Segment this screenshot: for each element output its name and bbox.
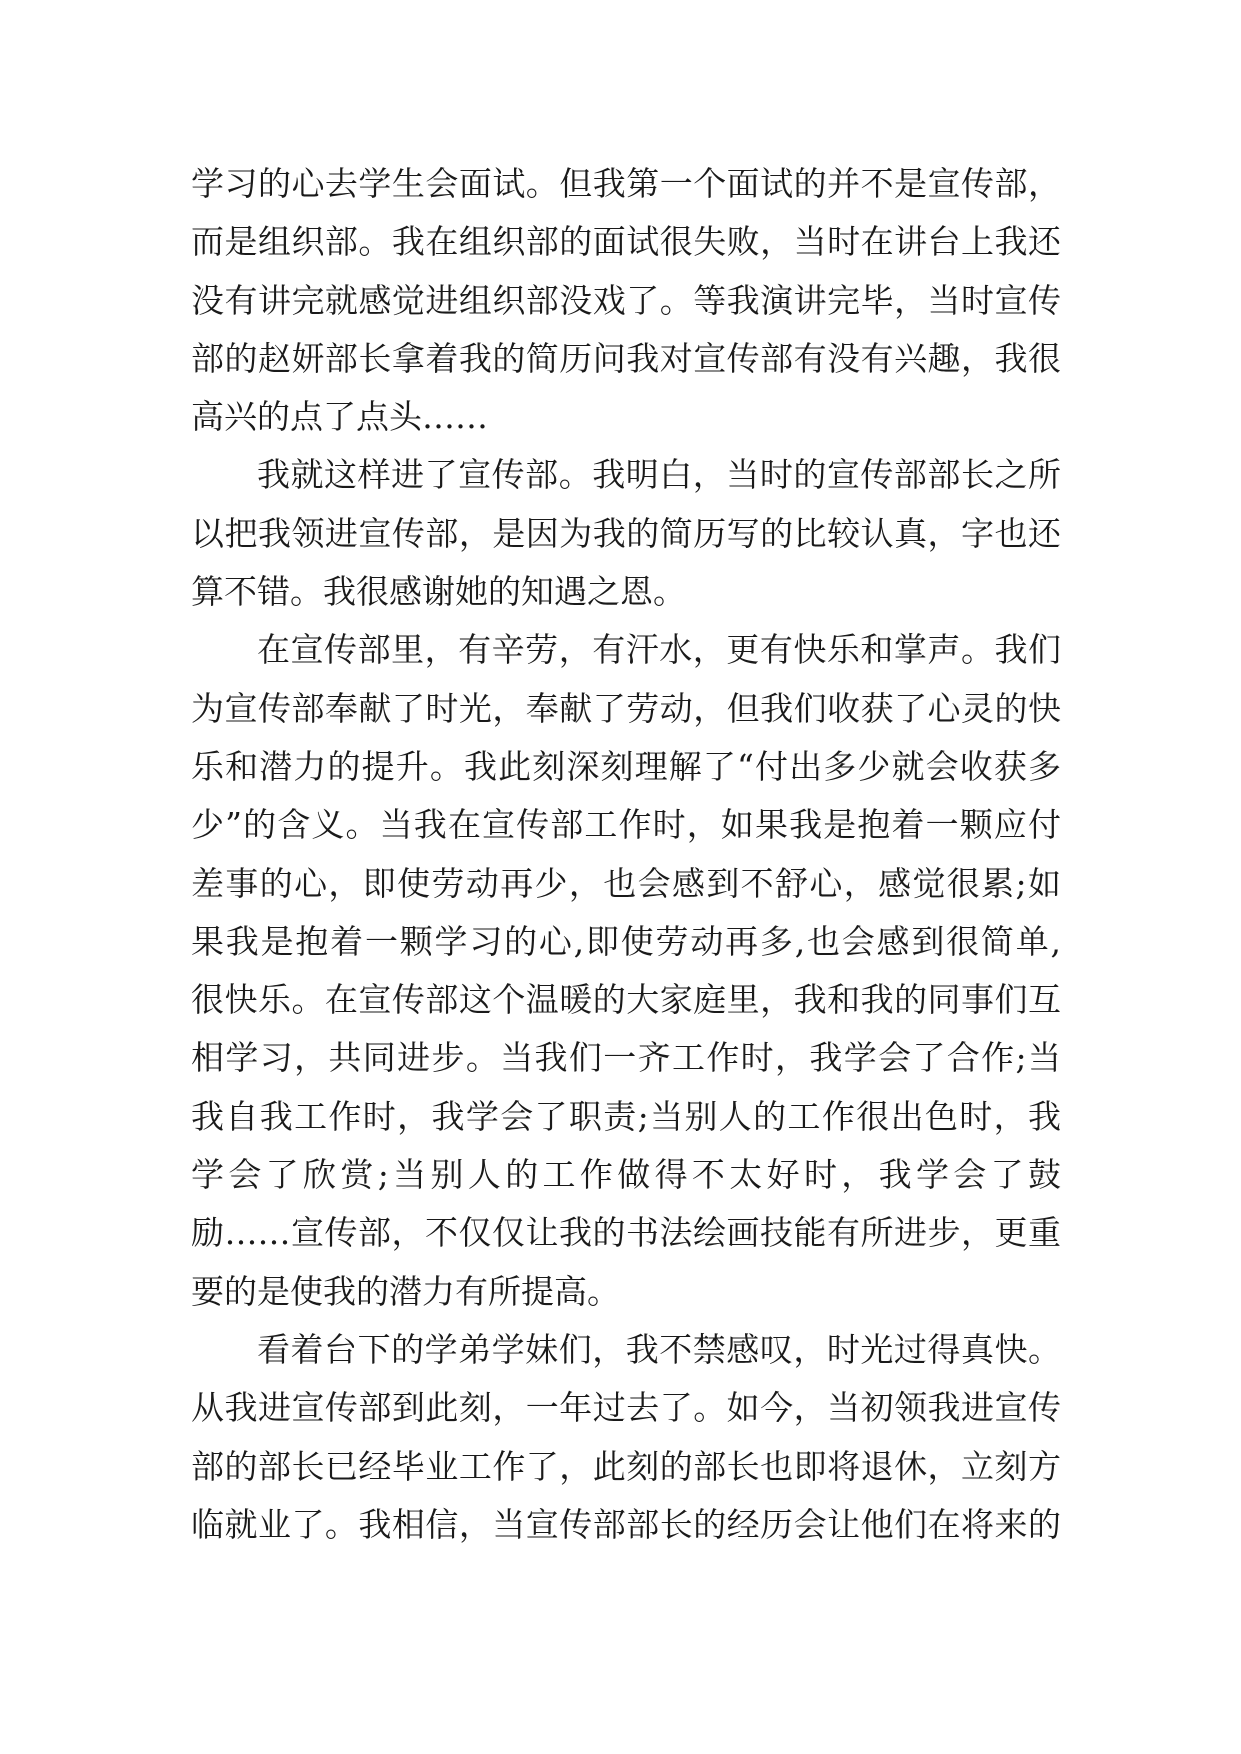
text-line: 而是组织部。我在组织部的面试很失败，当时在讲台上我还 [191, 222, 1061, 262]
text-line: 很快乐。在宣传部这个温暖的大家庭里，我和我的同事们互 [191, 980, 1061, 1020]
paragraph-first-line: 在宣传部里，有辛劳，有汗水，更有快乐和掌声。我们 [257, 630, 1061, 670]
text-line: 乐和潜力的提升。我此刻深刻理解了“付出多少就会收获多 [191, 746, 1061, 786]
paragraph-first-line: 我就这样进了宣传部。我明白，当时的宣传部部长之所 [257, 455, 1061, 495]
body-text [191, 155, 1061, 1554]
text-line: 部的部长已经毕业工作了，此刻的部长也即将退休，立刻方 [191, 1446, 1061, 1486]
text-line: 相学习，共同进步。当我们一齐工作时，我学会了合作;当 [191, 1038, 1061, 1078]
text-line: 果我是抱着一颗学习的心,即使劳动再多,也会感到很简单, [191, 921, 1061, 961]
text-line: 学习的心去学生会面试。但我第一个面试的并不是宣传部， [191, 164, 1061, 203]
text-line: 临就业了。我相信，当宣传部部长的经历会让他们在将来的 [191, 1504, 1061, 1544]
text-line: 为宣传部奉献了时光，奉献了劳动，但我们收获了心灵的快 [191, 688, 1061, 728]
text-line: 我自我工作时，我学会了职责;当别人的工作很出色时，我 [191, 1096, 1061, 1136]
text-line: 要的是使我的潜力有所提高。 [191, 1271, 620, 1311]
text-line: 励……宣传部，不仅仅让我的书法绘画技能有所进步，更重 [191, 1213, 1061, 1253]
paragraph-first-line: 看着台下的学弟学妹们，我不禁感叹，时光过得真快。 [257, 1329, 1061, 1369]
text-line: 没有讲完就感觉进组织部没戏了。等我演讲完毕，当时宣传 [191, 280, 1061, 320]
text-line: 以把我领进宣传部，是因为我的简历写的比较认真，字也还 [191, 513, 1061, 553]
text-line: 学会了欣赏;当别人的工作做得不太好时，我学会了鼓 [191, 1155, 1061, 1195]
text-line: 从我进宣传部到此刻，一年过去了。如今，当初领我进宣传 [191, 1388, 1061, 1428]
text-line: 部的赵妍部长拿着我的简历问我对宣传部有没有兴趣，我很 [191, 338, 1061, 378]
text-line: 高兴的点了点头…… [191, 397, 488, 437]
text-line: 差事的心，即使劳动再少，也会感到不舒心，感觉很累;如 [191, 863, 1061, 903]
text-line: 少”的含义。当我在宣传部工作时，如果我是抱着一颗应付 [191, 805, 1061, 845]
text-line: 算不错。我很感谢她的知遇之恩。 [191, 572, 686, 612]
